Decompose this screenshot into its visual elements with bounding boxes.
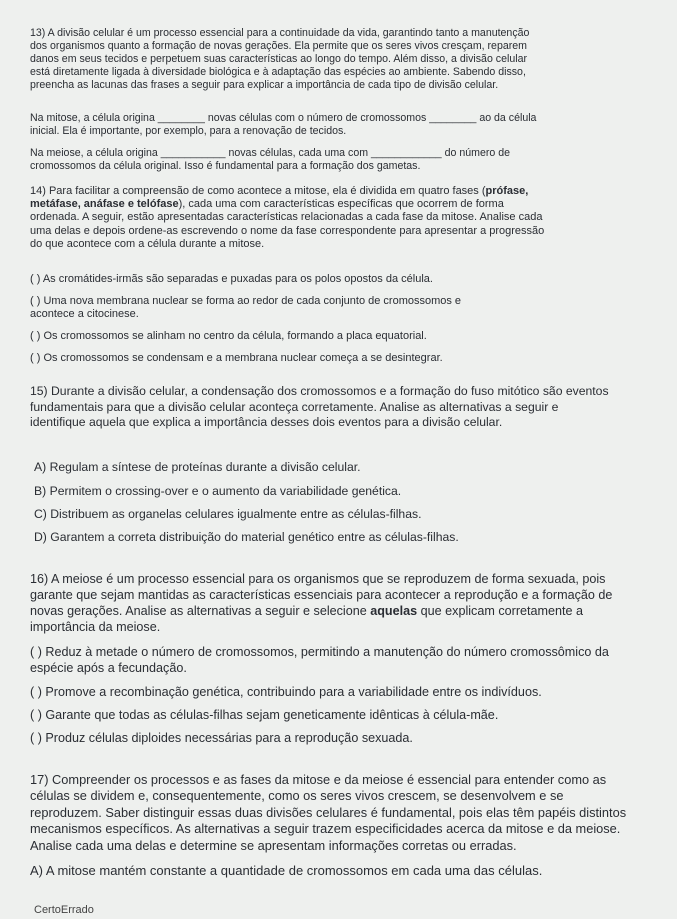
question-13-meiosis-blank: Na meiose, a célula origina ___________ novas células, cada uma com ____________ do número de cromossomos da célula original. Isso é fundamental para a formação dos gametas. xyxy=(30,147,510,172)
q14-intro-b: ), cada uma com características específicas que ocorrem de forma ordenada. A seguir, estão apresentadas características relacionadas a cada fase da mitose. Analise cada uma delas e depois ordene-as escrevendo o nome da fase correspondente para apresentar a progressão do que acontece com a célula durante a mitose. xyxy=(30,198,545,250)
q14-phases-bold: prófase, metáfase, anáfase e telófase xyxy=(30,185,529,211)
question-13-mitosis-blank: Na mitose, a célula origina ________ novas células com o número de cromossomos ________ ao da célula inicial. Ela é importante, por exemplo, para a renovação de tecidos. xyxy=(30,112,537,137)
q16-intro-b: que explicam corretamente a importância da meiose. xyxy=(30,604,584,634)
q15-option-c: C) Distribuem as organelas celulares igualmente entre as células-filhas. xyxy=(34,507,422,521)
q14-item-4: ( ) Os cromossomos se condensam e a membrana nuclear começa a se desintegrar. xyxy=(30,352,443,364)
question-13-text: 13) A divisão celular é um processo essencial para a continuidade da vida, garantindo tanto a manutenção dos organismos quanto a formação de novas gerações. Ela permite que os seres vivos cresçam, reparem danos em seus tecidos e perpetuem suas características ao longo do tempo. Além disso, a divisão celular está diretamente ligada à diversidade biológica e à adaptação das espécies ao ambiente. Sabendo disso, preencha as lacunas das frases a seguir para explicar a importância de cada tipo de divisão celular. xyxy=(30,27,530,91)
q15-option-b: B) Permitem o crossing-over e o aumento da variabilidade genética. xyxy=(34,484,402,498)
q16-item-2: ( ) Promove a recombinação genética, contribuindo para a variabilidade entre os indivíduos. xyxy=(30,685,542,699)
q16-intro-a: 16) A meiose é um processo essencial para os organismos que se reproduzem de forma sexuada, pois garante que sejam mantidas as características essenciais para acontecer a reprodução e a formação de novas gerações. Analise as alternativas a seguir e selecione xyxy=(30,572,613,618)
question-17-text: 17) Compreender os processos e as fases da mitose e da meiose é essencial para entender como as células se dividem e, consequentemente, como os seres vivos crescem, se desenvolvem e se reproduzem. Saber distinguir essas duas divisões celulares é fundamental, pois elas têm papéis distintos mecanismos específicos. As alternativas a seguir trazem especificidades acerca da mitose e da meiose. Analise cada uma delas e determine se apresentam informações corretas ou erradas. xyxy=(30,772,627,853)
q16-aquelas-bold: aquelas xyxy=(370,604,418,618)
question-15-text: 15) Durante a divisão celular, a condensação dos cromossomos e a formação do fuso mitótico são eventos fundamentais para que a divisão celular aconteça corretamente. Analise as alternativas a seguir e identifique aquela que explica a importância desses dois eventos para a divisão celular. xyxy=(30,384,609,429)
q16-item-4: ( ) Produz células diploides necessárias para a reprodução sexuada. xyxy=(30,731,413,745)
certo-errado-label: CertoErrado xyxy=(34,904,94,916)
q15-option-d: D) Garantem a correta distribuição do material genético entre as células-filhas. xyxy=(34,530,459,544)
q14-item-2: ( ) Uma nova membrana nuclear se forma ao redor de cada conjunto de cromossomos e acontece a citocinese. xyxy=(30,295,462,320)
q14-item-3: ( ) Os cromossomos se alinham no centro da célula, formando a placa equatorial. xyxy=(30,330,427,342)
question-14-text xyxy=(30,185,669,251)
q14-item-1: ( ) As cromátides-irmãs são separadas e puxadas para os polos opostos da célula. xyxy=(30,273,433,285)
q16-item-3: ( ) Garante que todas as células-filhas sejam geneticamente idênticas à célula-mãe. xyxy=(30,708,499,722)
q14-intro-a: 14) Para facilitar a compreensão de como acontece a mitose, ela é dividida em quatro fases ( xyxy=(30,185,486,197)
q17-option-a: A) A mitose mantém constante a quantidade de cromossomos em cada uma das células. xyxy=(30,863,543,878)
q15-option-a: A) Regulam a síntese de proteínas durante a divisão celular. xyxy=(34,460,361,474)
q16-item-1: ( ) Reduz à metade o número de cromossomos, permitindo a manutenção do número cromossômico da espécie após a fecundação. xyxy=(30,645,609,675)
question-16-text xyxy=(30,571,669,635)
